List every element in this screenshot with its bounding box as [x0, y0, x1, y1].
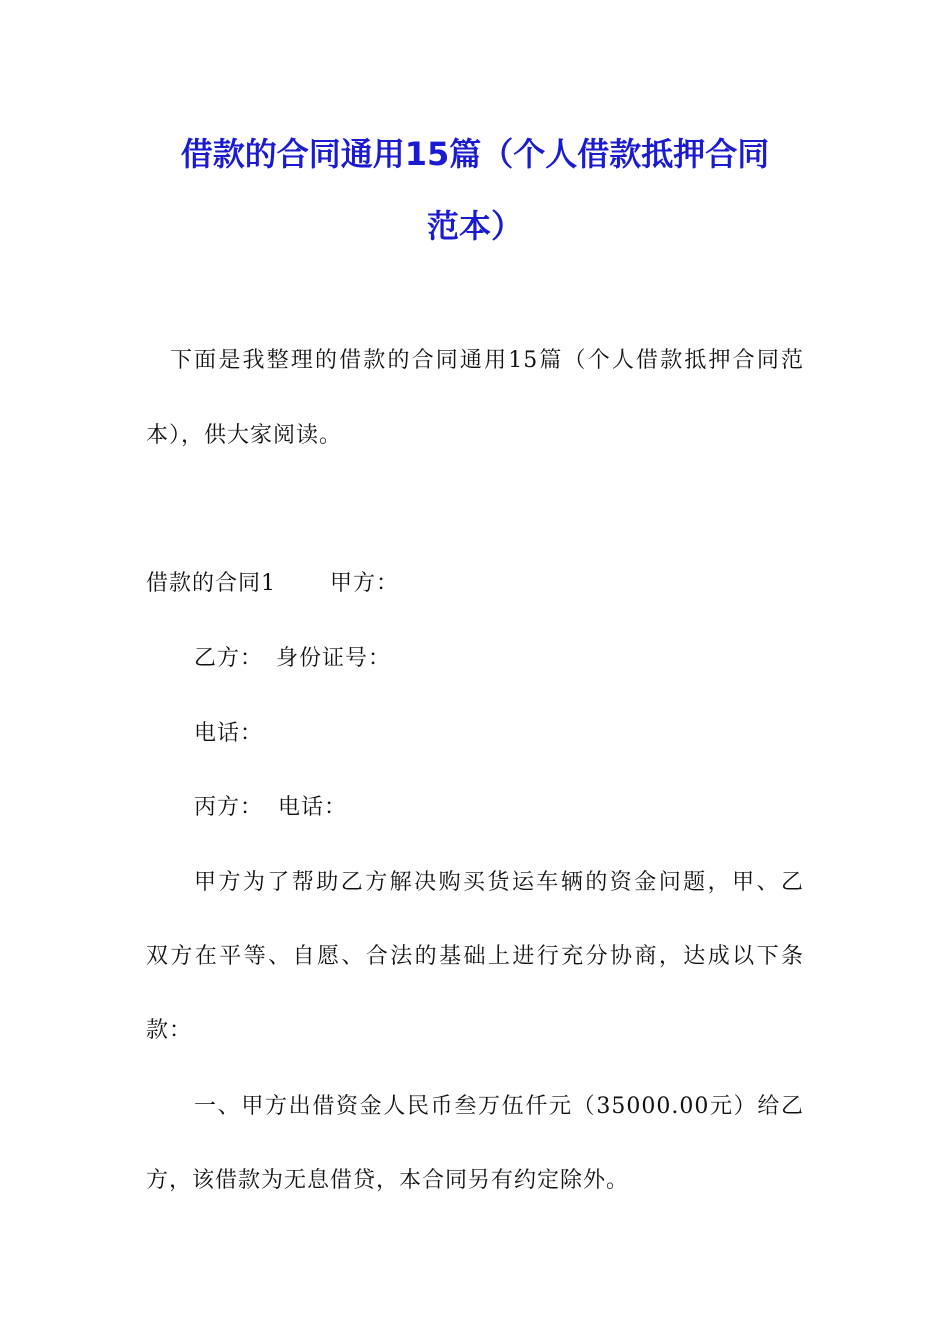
paragraph-1-line-3: 款：: [146, 1018, 193, 1043]
party-c-label: 丙方：: [194, 795, 264, 820]
intro-line-2: 本），供大家阅读。: [146, 423, 343, 448]
document-title-line-2: 范本）: [426, 207, 523, 245]
intro-line-1: 下面是我整理的借款的合同通用15篇（个人借款抵押合同范: [170, 348, 804, 373]
party-a-label: 甲方：: [330, 571, 400, 596]
party-b-label: 乙方：: [194, 646, 264, 671]
id-number-label: 身份证号：: [276, 646, 392, 671]
paragraph-2-line-2: 方，该借款为无息借贷，本合同另有约定除外。: [146, 1168, 630, 1193]
paragraph-1-line-1: 甲方为了帮助乙方解决购买货运车辆的资金问题，甲、乙: [194, 870, 804, 895]
contract-heading: 借款的合同1: [146, 571, 276, 596]
paragraph-1-line-2: 双方在平等、自愿、合法的基础上进行充分协商，达成以下条: [146, 944, 804, 969]
paragraph-2-line-1: 一、甲方出借资金人民币叁万伍仟元（35000.00元）给乙: [194, 1094, 804, 1119]
document-title-line-1: 借款的合同通用15篇（个人借款抵押合同: [180, 135, 770, 173]
party-c-phone-label: 电话：: [278, 795, 348, 820]
party-b-phone-label: 电话：: [194, 721, 264, 746]
